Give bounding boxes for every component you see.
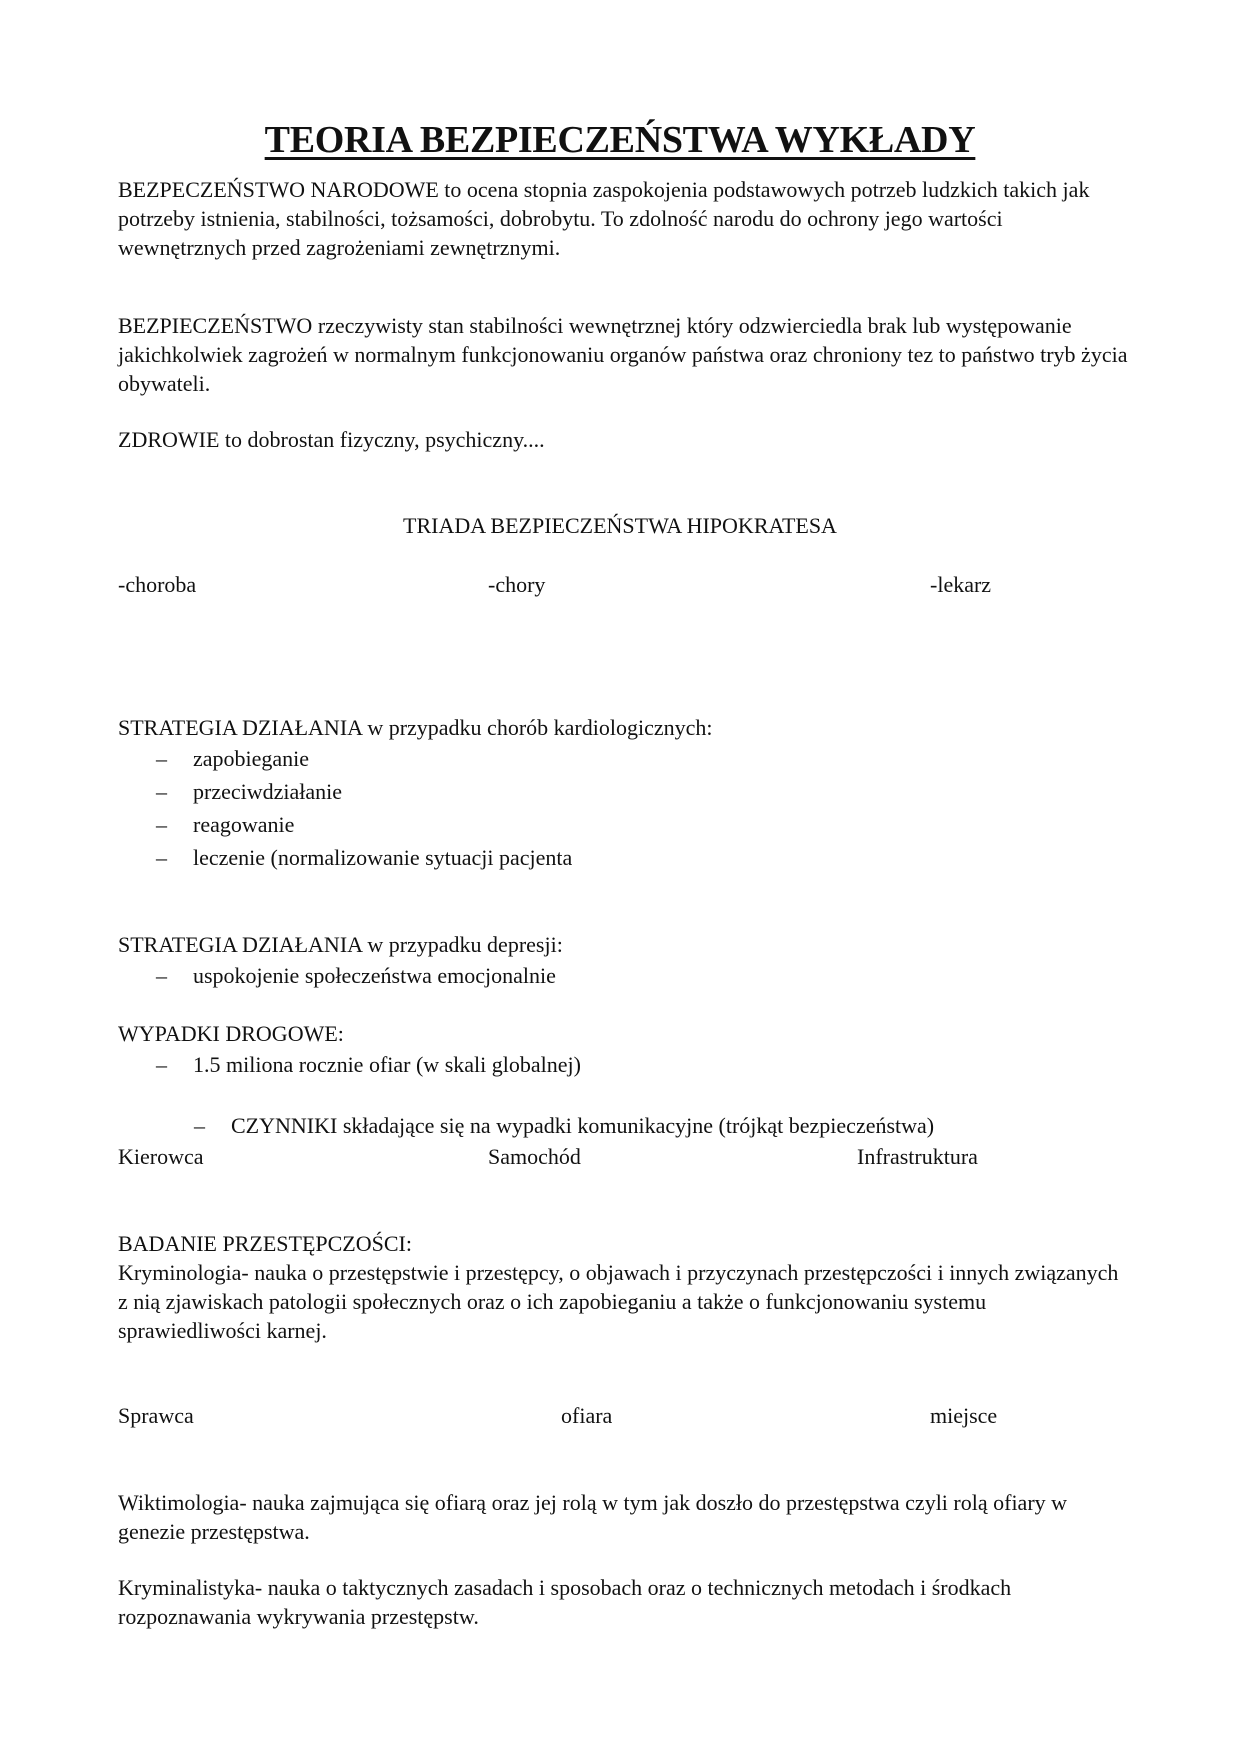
list-item-text: leczenie (normalizowanie sytuacji pacjenta	[193, 845, 573, 870]
triada-heading: TRIADA BEZPIECZEŃSTWA HIPOKRATESA	[403, 513, 837, 538]
crime-triad-ofiara: ofiara	[561, 1403, 613, 1428]
dash-bullet: –	[156, 845, 167, 870]
dash-bullet: –	[156, 746, 167, 771]
list-item	[0, 744, 1240, 777]
paragraph-zdrowie: ZDROWIE to dobrostan fizyczny, psychiczny....	[118, 427, 545, 452]
strategia-depresja-list	[0, 961, 1240, 994]
dash-bullet: –	[156, 1052, 167, 1077]
strategia-kardio-heading: STRATEGIA DZIAŁANIA w przypadku chorób kardiologicznych:	[118, 715, 713, 740]
dash-bullet: –	[156, 779, 167, 804]
list-item-text: przeciwdziałanie	[193, 779, 343, 804]
triada-item-chory: -chory	[488, 572, 546, 597]
list-item	[0, 810, 1240, 843]
crime-triad-miejsce: miejsce	[930, 1403, 998, 1428]
paragraph-kryminalistyka: Kryminalistyka- nauka o taktycznych zasadach i sposobach oraz o technicznych metodach i środkach rozpoznawania wykrywania przestępstw.	[118, 1575, 1012, 1629]
triangle-item-samochod: Samochód	[488, 1144, 581, 1169]
czynniki-line: CZYNNIKI składające się na wypadki komunikacyjne (trójkąt bezpieczeństwa)	[231, 1113, 935, 1138]
list-item-text: uspokojenie społeczeństwa emocjonalnie	[193, 963, 556, 988]
dash-bullet: –	[156, 963, 167, 988]
list-item-text: reagowanie	[193, 812, 295, 837]
paragraph-wiktimologia: Wiktimologia- nauka zajmująca się ofiarą oraz jej rolą w tym jak doszło do przestępstwa czyli rolą ofiary w genezie przestępstwa.	[118, 1490, 1068, 1544]
wypadki-heading: WYPADKI DROGOWE:	[118, 1021, 344, 1046]
triada-item-lekarz: -lekarz	[930, 572, 992, 597]
dash-bullet: –	[194, 1113, 205, 1138]
triangle-item-kierowca: Kierowca	[118, 1144, 204, 1169]
list-item	[0, 843, 1240, 876]
paragraph-bezpieczenstwo-narodowe: BEZPECZEŃSTWO NARODOWE to ocena stopnia zaspokojenia podstawowych potrzeb ludzkich takich jak potrzeby istnienia, stabilności, tożsamości, dobrobytu. To zdolność narodu do ochrony jego wartości wewnętrznych przed zagrożeniami zewnętrznymi.	[118, 177, 1090, 260]
paragraph-bezpieczenstwo: BEZPIECZEŃSTWO rzeczywisty stan stabilności wewnętrznej który odzwierciedla brak lub występowanie jakichkolwiek zagrożeń w normalnym funkcjonowaniu organów państwa oraz chroniony tez to państwo tryb życia obywateli.	[118, 313, 1128, 396]
list-item	[0, 961, 1240, 994]
dash-bullet: –	[156, 812, 167, 837]
document-title: TEORIA BEZPIECZEŃSTWA WYKŁADY	[264, 119, 976, 161]
list-item-text: zapobieganie	[193, 746, 310, 771]
triangle-item-infrastruktura: Infrastruktura	[857, 1144, 978, 1169]
wypadki-list	[0, 1050, 1240, 1083]
list-item	[0, 1050, 1240, 1083]
list-item-text: 1.5 miliona rocznie ofiar (w skali globalnej)	[193, 1052, 581, 1077]
strategia-depresja-heading: STRATEGIA DZIAŁANIA w przypadku depresji:	[118, 932, 563, 957]
crime-triad-sprawca: Sprawca	[118, 1403, 194, 1428]
list-item	[0, 777, 1240, 810]
strategia-kardio-list	[0, 744, 1240, 876]
paragraph-kryminologia: Kryminologia- nauka o przestępstwie i przestępcy, o objawach i przyczynach przestępczości i innych związanych z nią zjawiskach patologii społecznych oraz o ich zapobieganiu a także o funkcjonowaniu systemu sprawiedliwości karnej.	[118, 1260, 1119, 1343]
triada-item-choroba: -choroba	[118, 572, 197, 597]
badanie-heading: BADANIE PRZESTĘPCZOŚCI:	[118, 1231, 412, 1256]
